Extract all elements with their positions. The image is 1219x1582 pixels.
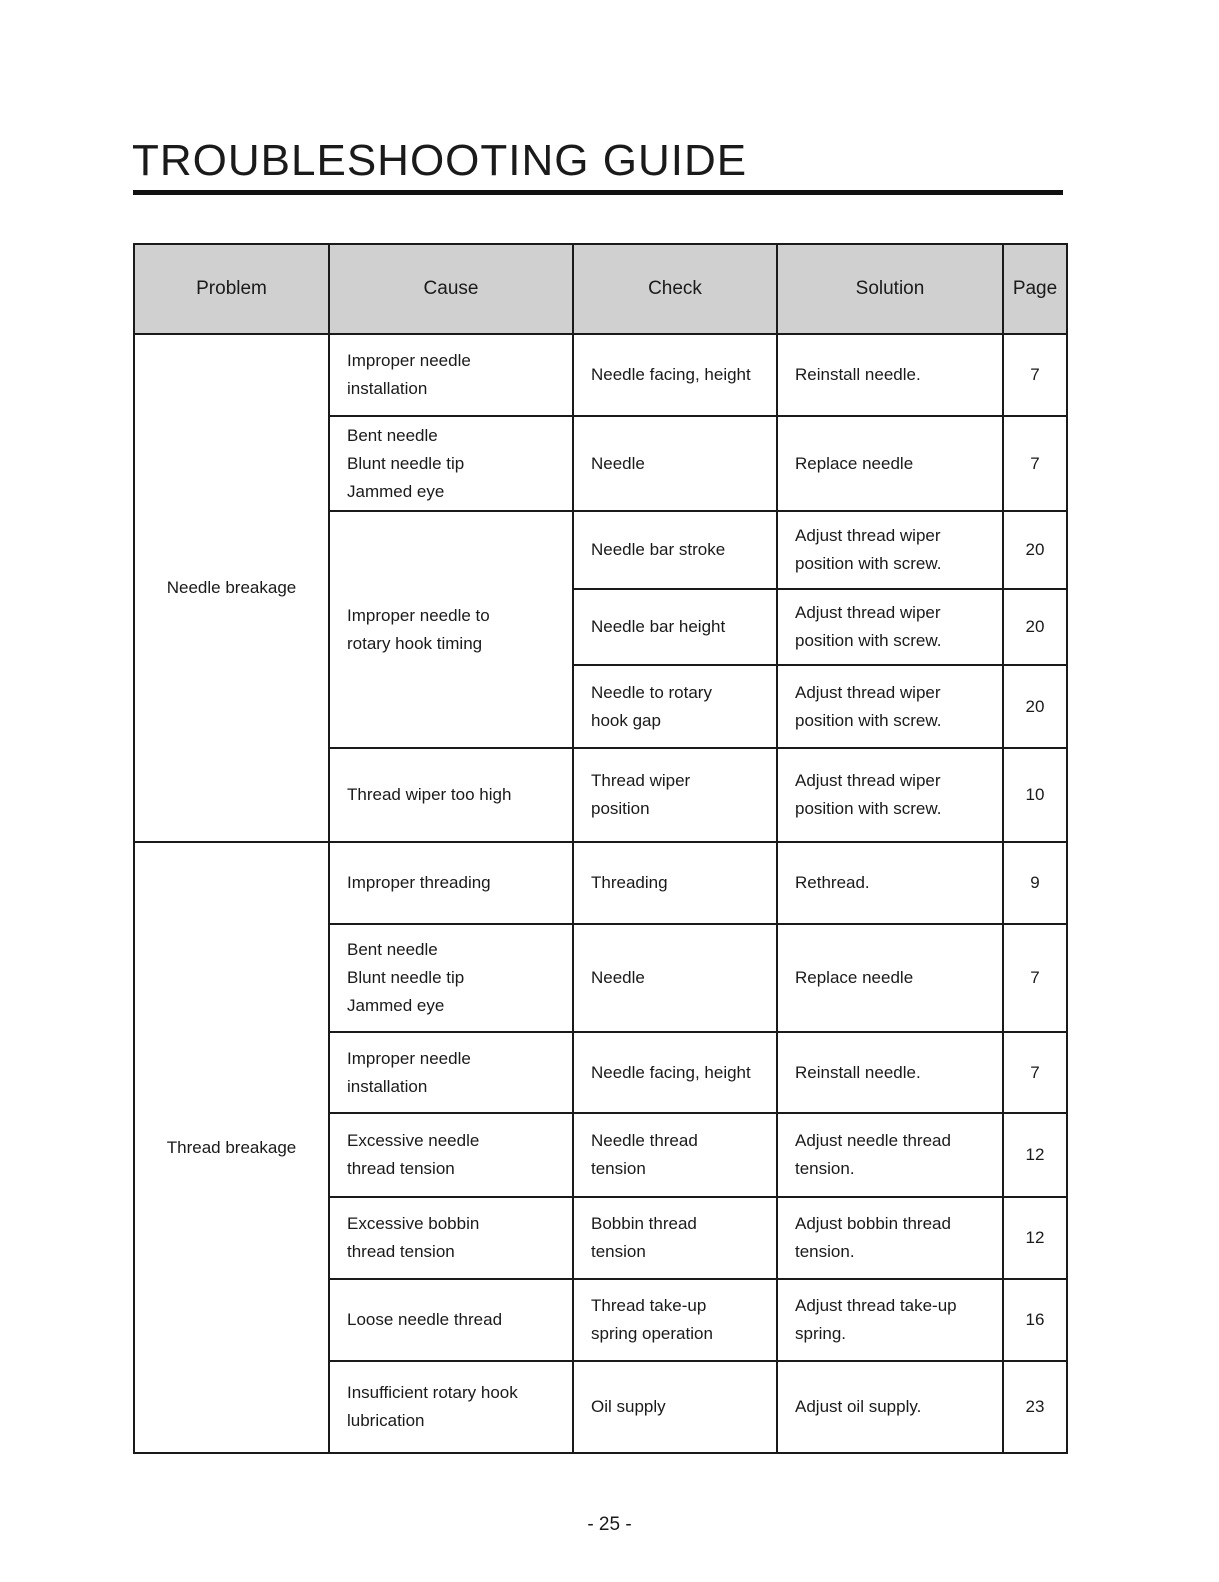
page-ref-cell: 12 — [1003, 1197, 1067, 1279]
solution-cell: Adjust needle thread tension. — [777, 1113, 1003, 1197]
cause-cell: Improper threading — [329, 842, 573, 924]
page-ref-cell: 7 — [1003, 334, 1067, 416]
table-row — [134, 334, 1067, 416]
page-title: TROUBLESHOOTING GUIDE — [132, 136, 748, 185]
page-number: - 25 - — [587, 1514, 632, 1535]
check-cell: Thread take-up spring operation — [573, 1279, 777, 1361]
table-row — [134, 842, 1067, 924]
page-ref-cell: 12 — [1003, 1113, 1067, 1197]
page-ref-cell: 20 — [1003, 665, 1067, 748]
solution-cell: Adjust thread take-up spring. — [777, 1279, 1003, 1361]
solution-cell: Adjust thread wiper position with screw. — [777, 748, 1003, 842]
solution-cell: Replace needle — [777, 924, 1003, 1032]
cause-cell: Insufficient rotary hook lubrication — [329, 1361, 573, 1453]
cause-cell: Loose needle thread — [329, 1279, 573, 1361]
cause-cell: Improper needle installation — [329, 1032, 573, 1113]
page-ref-cell: 9 — [1003, 842, 1067, 924]
table-header-row — [134, 244, 1067, 334]
page-ref-cell: 16 — [1003, 1279, 1067, 1361]
check-cell: Bobbin thread tension — [573, 1197, 777, 1279]
check-cell: Needle bar height — [573, 589, 777, 665]
page-ref-cell: 7 — [1003, 416, 1067, 511]
check-cell: Needle bar stroke — [573, 511, 777, 589]
check-cell: Needle — [573, 416, 777, 511]
solution-cell: Adjust thread wiper position with screw. — [777, 511, 1003, 589]
page-ref-cell: 20 — [1003, 589, 1067, 665]
troubleshooting-table — [133, 243, 1068, 1454]
problem-cell: Thread breakage — [134, 842, 329, 1453]
solution-cell: Adjust thread wiper position with screw. — [777, 665, 1003, 748]
page-ref-cell: 10 — [1003, 748, 1067, 842]
check-cell: Oil supply — [573, 1361, 777, 1453]
solution-cell: Adjust thread wiper position with screw. — [777, 589, 1003, 665]
solution-cell: Replace needle — [777, 416, 1003, 511]
problem-cell: Needle breakage — [134, 334, 329, 842]
cause-cell: Excessive needle thread tension — [329, 1113, 573, 1197]
page-ref-cell: 20 — [1003, 511, 1067, 589]
column-header-cause: Cause — [329, 244, 573, 334]
check-cell: Needle to rotary hook gap — [573, 665, 777, 748]
solution-cell: Reinstall needle. — [777, 1032, 1003, 1113]
column-header-problem: Problem — [134, 244, 329, 334]
solution-cell: Adjust bobbin thread tension. — [777, 1197, 1003, 1279]
check-cell: Needle facing, height — [573, 1032, 777, 1113]
solution-cell: Adjust oil supply. — [777, 1361, 1003, 1453]
cause-cell: Bent needle Blunt needle tip Jammed eye — [329, 416, 573, 511]
check-cell: Thread wiper position — [573, 748, 777, 842]
check-cell: Needle facing, height — [573, 334, 777, 416]
column-header-solution: Solution — [777, 244, 1003, 334]
page-ref-cell: 7 — [1003, 924, 1067, 1032]
title-rule — [133, 190, 1063, 195]
solution-cell: Reinstall needle. — [777, 334, 1003, 416]
cause-cell: Excessive bobbin thread tension — [329, 1197, 573, 1279]
cause-cell: Improper needle to rotary hook timing — [329, 511, 573, 748]
page-ref-cell: 23 — [1003, 1361, 1067, 1453]
solution-cell: Rethread. — [777, 842, 1003, 924]
check-cell: Needle thread tension — [573, 1113, 777, 1197]
cause-cell: Bent needle Blunt needle tip Jammed eye — [329, 924, 573, 1032]
column-header-check: Check — [573, 244, 777, 334]
check-cell: Threading — [573, 842, 777, 924]
cause-cell: Improper needle installation — [329, 334, 573, 416]
column-header-page: Page — [1003, 244, 1067, 334]
page-ref-cell: 7 — [1003, 1032, 1067, 1113]
cause-cell: Thread wiper too high — [329, 748, 573, 842]
check-cell: Needle — [573, 924, 777, 1032]
